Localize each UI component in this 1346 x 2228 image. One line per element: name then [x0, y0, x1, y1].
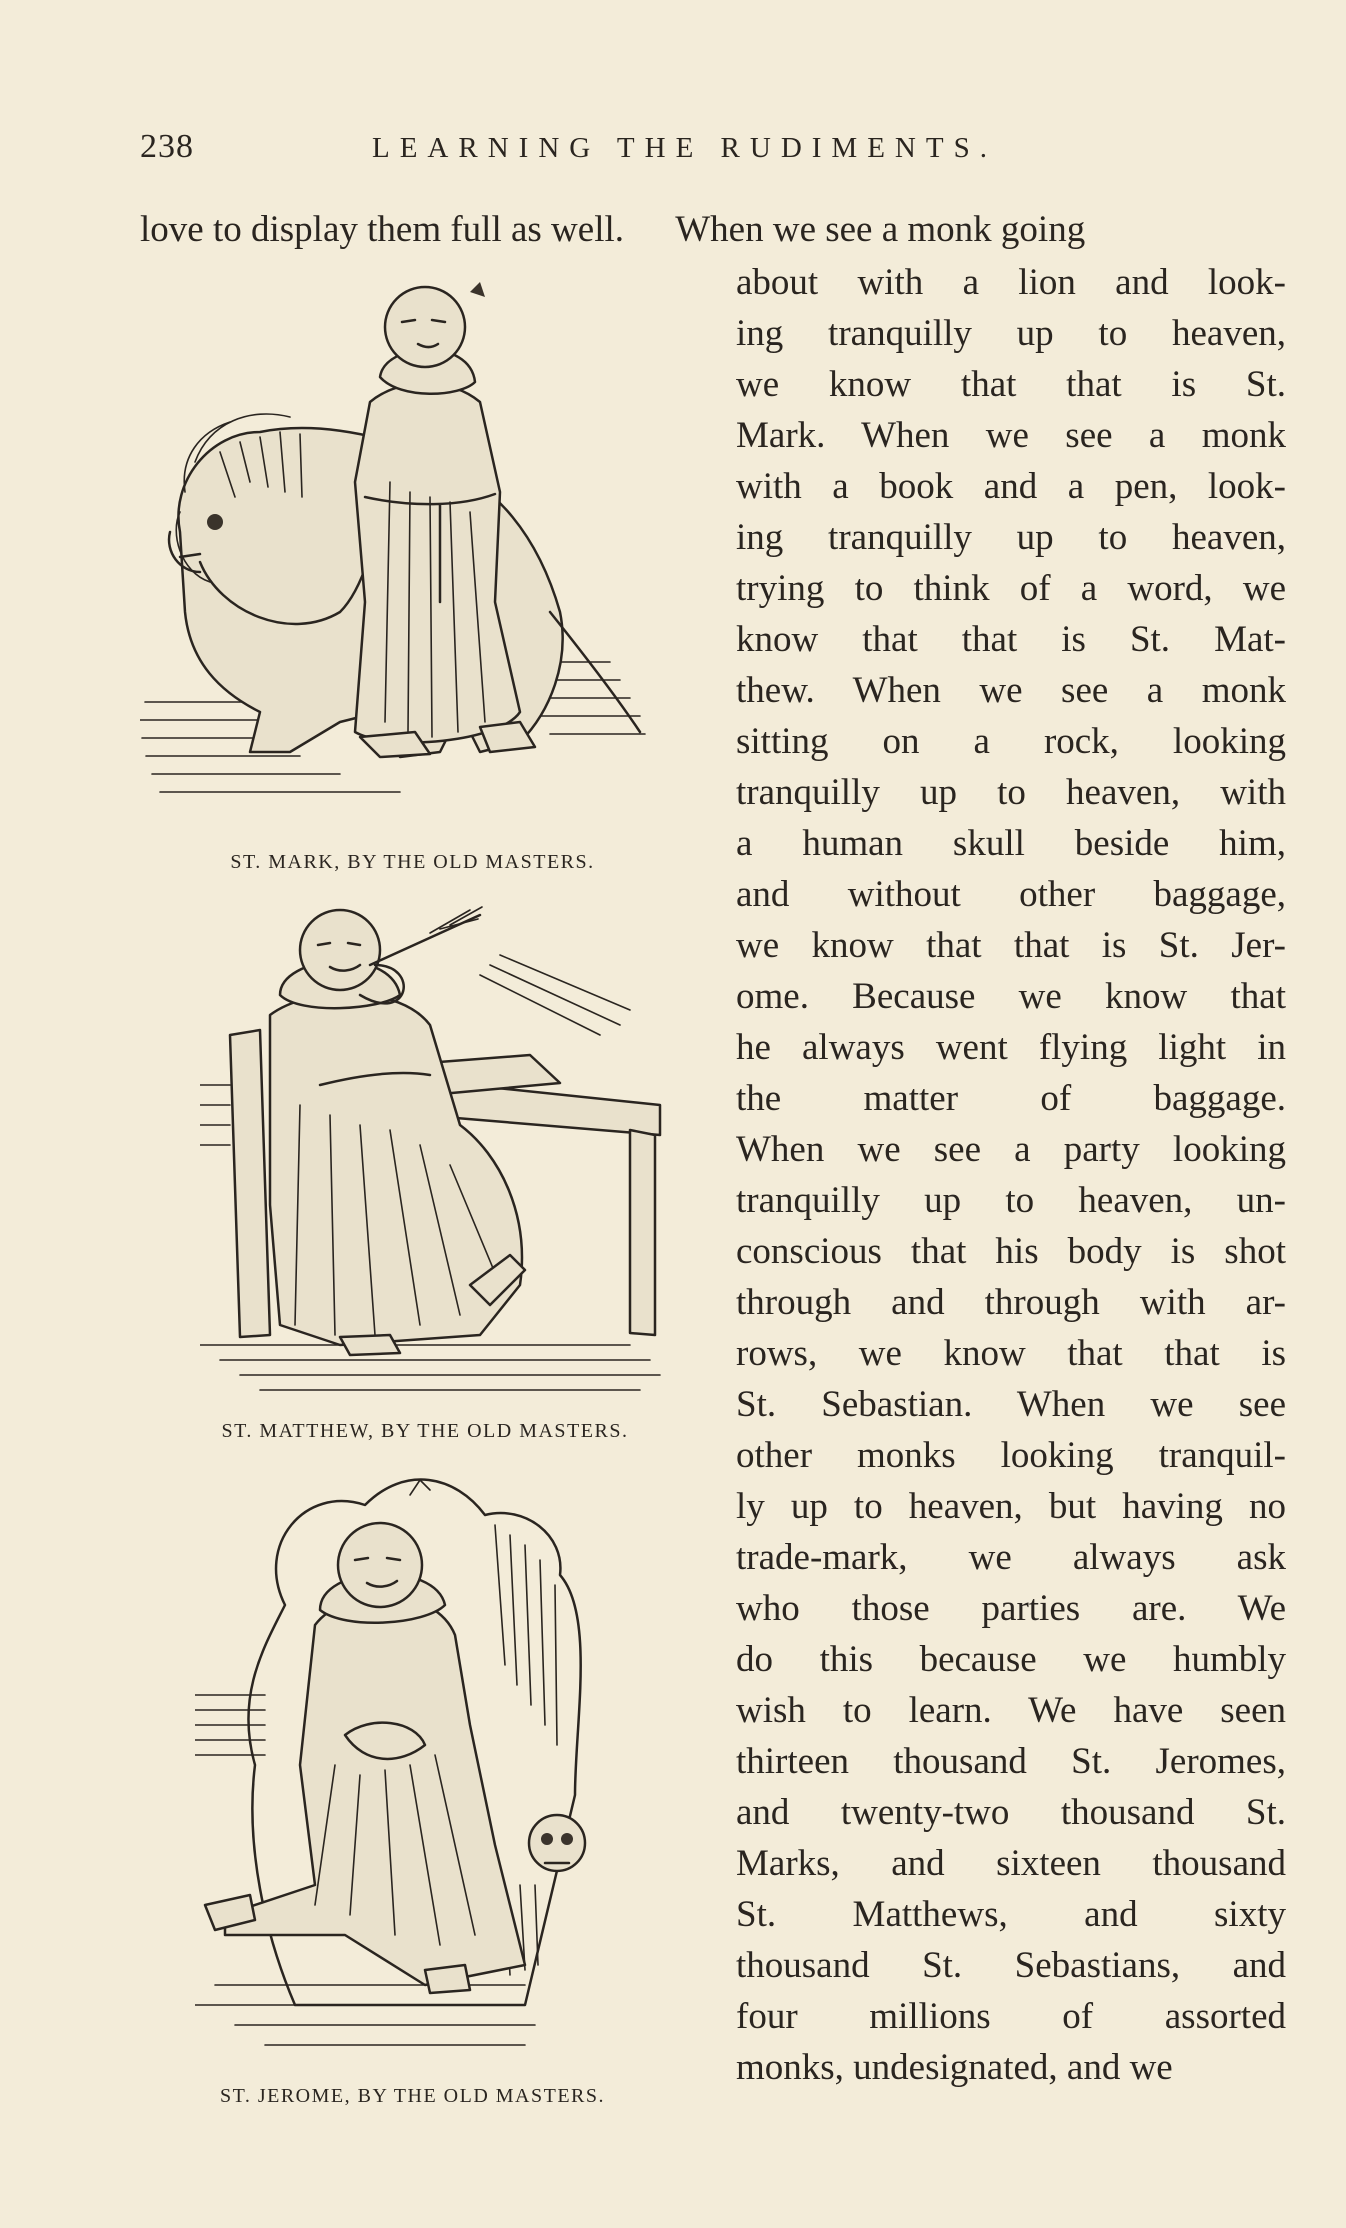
text-line: ly up to heaven, but having no	[736, 1486, 1286, 1527]
text-line: When we see a party looking	[736, 1129, 1286, 1170]
text-line: thew. When we see a monk	[736, 670, 1286, 711]
text-line: thousand St. Sebastians, and	[736, 1945, 1286, 1986]
text-line: four millions of assorted	[736, 1996, 1286, 2037]
running-title: LEARNING THE RUDIMENTS.	[372, 132, 997, 164]
text-line: who those parties are. We	[736, 1588, 1286, 1629]
text-line: monks, undesignated, and we	[736, 2047, 1173, 2088]
text-line: and twenty-two thousand St.	[736, 1792, 1286, 1833]
text-line: Mark. When we see a monk	[736, 415, 1286, 456]
text-line: do this because we humbly	[736, 1639, 1286, 1680]
running-head	[140, 128, 1080, 172]
text-line: a human skull beside him,	[736, 823, 1286, 864]
text-line: ing tranquilly up to heaven,	[736, 517, 1286, 558]
text-line: ome. Because we know that	[736, 976, 1286, 1017]
text-line: tranquilly up to heaven, with	[736, 772, 1286, 813]
first-line-left: love to display them full as well.	[140, 209, 624, 250]
text-line: St. Sebastian. When we see	[736, 1384, 1286, 1425]
body-text-column	[736, 257, 1286, 2093]
st-matthew-illustration	[200, 905, 670, 1405]
text-line: ing tranquilly up to heaven,	[736, 313, 1286, 354]
figure-caption-jerome: ST. JEROME, BY THE OLD MASTERS.	[219, 2085, 606, 2107]
text-line: the matter of baggage.	[736, 1078, 1286, 1119]
text-line: through and through with ar-	[736, 1282, 1286, 1323]
text-line: wish to learn. We have seen	[736, 1690, 1286, 1731]
text-line: tranquilly up to heaven, un-	[736, 1180, 1286, 1221]
text-line: with a book and a pen, look-	[736, 466, 1286, 507]
text-line: we know that that is St.	[736, 364, 1286, 405]
text-line: other monks looking tranquil-	[736, 1435, 1286, 1476]
figure-caption-mark: ST. MARK, BY THE OLD MASTERS.	[230, 851, 595, 873]
text-line: and without other baggage,	[736, 874, 1286, 915]
text-line: conscious that his body is shot	[736, 1231, 1286, 1272]
text-line: trade-mark, we always ask	[736, 1537, 1286, 1578]
st-mark-illustration	[140, 282, 685, 832]
text-line: sitting on a rock, looking	[736, 721, 1286, 762]
figure-caption-matthew: ST. MATTHEW, BY THE OLD MASTERS.	[221, 1420, 629, 1442]
text-line: he always went flying light in	[736, 1027, 1286, 1068]
first-line-right: When we see a monk going	[675, 209, 1086, 250]
text-line: Marks, and sixteen thousand	[736, 1843, 1286, 1884]
text-line: about with a lion and look-	[736, 262, 1286, 303]
text-line: know that that is St. Mat-	[736, 619, 1286, 660]
page-number: 238	[140, 128, 194, 165]
text-line: we know that that is St. Jer-	[736, 925, 1286, 966]
text-line: trying to think of a word, we	[736, 568, 1286, 609]
text-line: thirteen thousand St. Jeromes,	[736, 1741, 1286, 1782]
st-jerome-illustration	[195, 1465, 675, 2065]
text-line: St. Matthews, and sixty	[736, 1894, 1286, 1935]
text-line: rows, we know that that is	[736, 1333, 1286, 1374]
first-text-line	[140, 208, 1290, 251]
